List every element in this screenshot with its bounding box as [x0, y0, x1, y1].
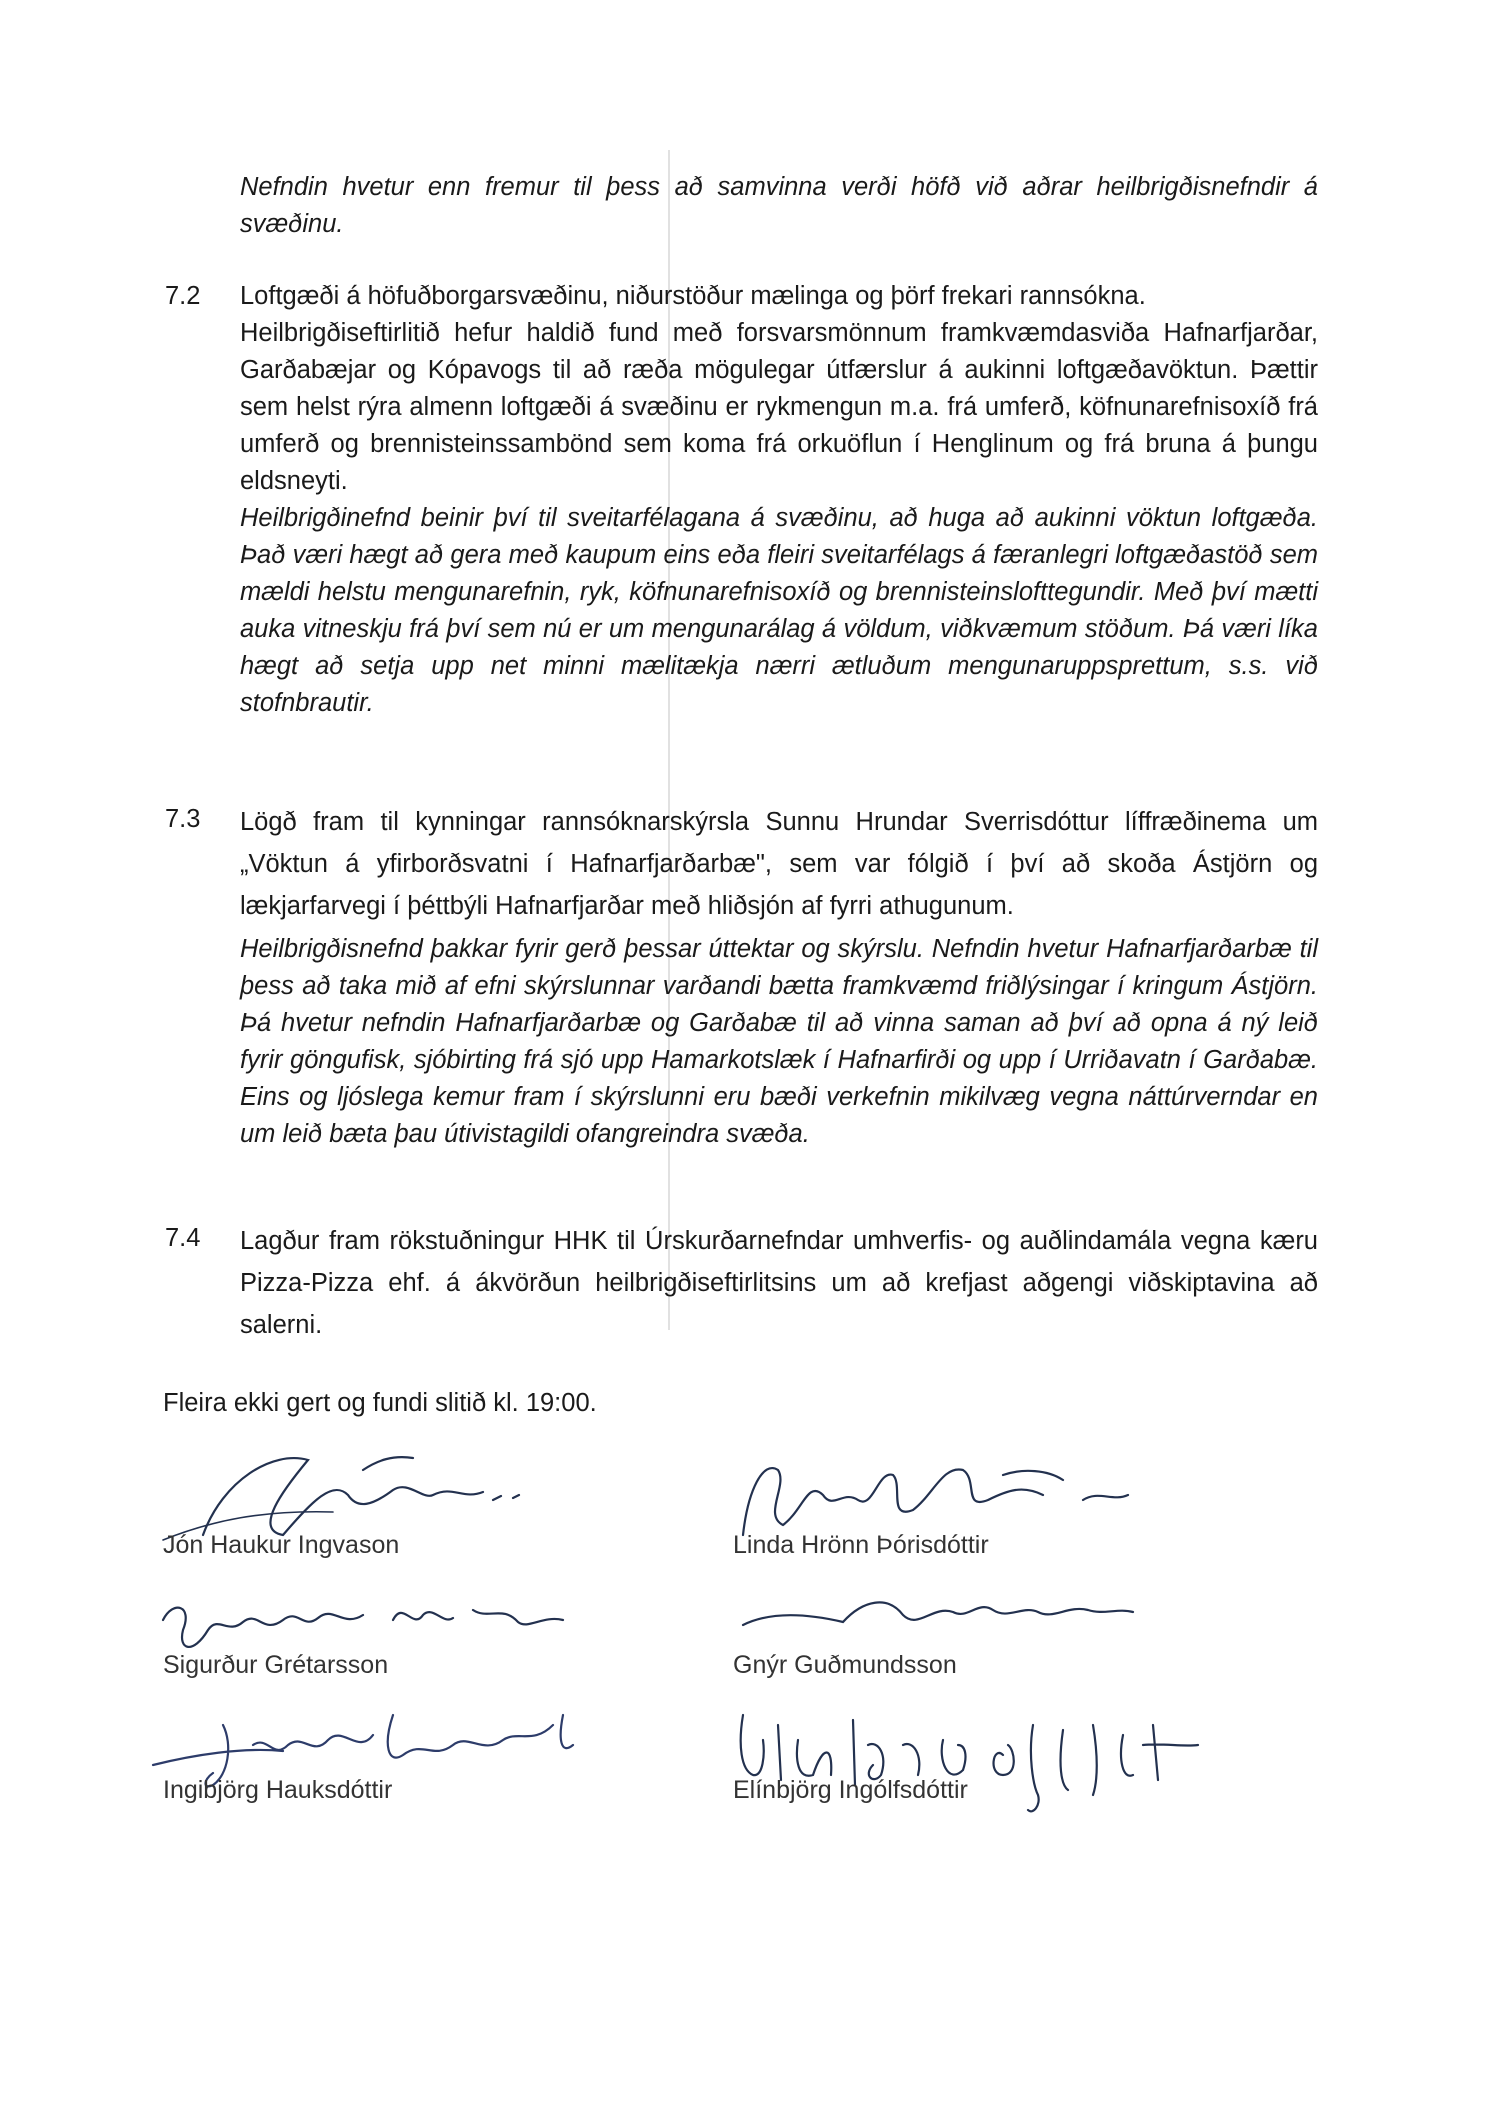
signature-name-1: Jón Haukur Ingvason — [163, 1531, 400, 1559]
item-number-7-2: 7.2 — [165, 282, 201, 310]
signature-block-6 — [733, 1745, 1153, 1845]
item-7-3-decision: Heilbrigðisnefnd þakkar fyrir gerð þessar úttektar og skýrslu. Nefndin hvetur Hafnarfjarðarbæ til þess að taka mið af efni skýrslunnar varðandi bætta framkvæmd friðlýsingar í kringum Ástjörn. Þá hvetur nefndin Hafnarfjarðarbæ og Garðabæ til að vinna saman að því að opna á ný leið fyrir göngufisk, sjóbirting frá sjó upp Hamarkotslæk í Hafnarfirði og upp í Urriðavatn í Garðabæ. Eins og ljóslega kemur fram í skýrslunni eru bæði verkefnin mikilvæg vegna náttúrverndar en um leið bæta þau útivistagildi ofangreindra svæða. — [240, 935, 1318, 1148]
item-7-3 — [240, 801, 1318, 1153]
item-7-4 — [240, 1220, 1318, 1346]
intro-paragraph — [240, 169, 1318, 243]
signature-name-5: Gnýr Guðmundsson — [733, 1651, 957, 1679]
signature-name-4: Linda Hrönn Þórisdóttir — [733, 1531, 989, 1559]
intro-text: Nefndin hvetur enn fremur til þess að samvinna verði höfð við aðrar heilbrigðisnefndir á svæðinu. — [240, 173, 1318, 238]
signature-name-6: Elínbjörg Ingólfsdóttir — [733, 1776, 968, 1804]
closing-line: Fleira ekki gert og fundi slitið kl. 19:00. — [163, 1389, 597, 1417]
item-7-3-title: Lögð fram til kynningar rannsóknarskýrsla Sunnu Hrundar Sverrisdóttur líffræðinema um „Vöktun á yfirborðsvatni í Hafnarfjarðarbæ", sem var fólgið í því að skoða Ástjörn og lækjarfarvegi í þéttbýli Hafnarfjarðar með hliðsjón af fyrri athugunum. — [240, 808, 1318, 920]
item-number-7-3: 7.3 — [165, 805, 201, 833]
item-7-2-title: Loftgæði á höfuðborgarsvæðinu, niðurstöður mælinga og þörf frekari rannsókna. — [240, 282, 1146, 310]
item-7-2-decision: Heilbrigðinefnd beinir því til sveitarfélagana á svæðinu, að huga að aukinni vöktun loftgæða. Það væri hægt að gera með kaupum eins eða fleiri sveitarfélags á færanlegri loftgæðastöð sem mældi helstu mengunarefnin, ryk, köfnunarefnisoxíð og brennisteinslofttegundir. Með því mætti auka vitneskju frá því sem nú er um mengunarálag á völdum, viðkvæmum stöðum. Þá væri líka hægt að setja upp net minni mælitækja nærri ætluðum mengunaruppsprettum, s.s. við stofnbrautir. — [240, 504, 1318, 717]
signature-block-3 — [163, 1745, 583, 1845]
signature-name-2: Sigurður Grétarsson — [163, 1651, 389, 1679]
item-number-7-4: 7.4 — [165, 1224, 201, 1252]
item-7-4-title: Lagður fram rökstuðningur HHK til Úrskurðarnefndar umhverfis- og auðlindamála vegna kæru Pizza-Pizza ehf. á ákvörðun heilbrigðiseftirlitsins um að krefjast aðgengi viðskiptavina að salerni. — [240, 1227, 1318, 1339]
signature-name-3: Ingibjörg Hauksdóttir — [163, 1776, 393, 1804]
item-7-2-body: Heilbrigðiseftirlitið hefur haldið fund með forsvarsmönnum framkvæmdasviða Hafnarfjarðar, Garðabæjar og Kópavogs til að ræða mögulegar útfærslur á aukinni loftgæðavöktun. Þættir sem helst rýra almenn loftgæði á svæðinu er rykmengun m.a. frá umferð, köfnunarefnisoxíð frá umferð og brennisteinssambönd sem koma frá orkuöflun í Henglinum og frá bruna á þungu eldsneyti. — [240, 319, 1318, 495]
item-7-2 — [240, 278, 1318, 722]
